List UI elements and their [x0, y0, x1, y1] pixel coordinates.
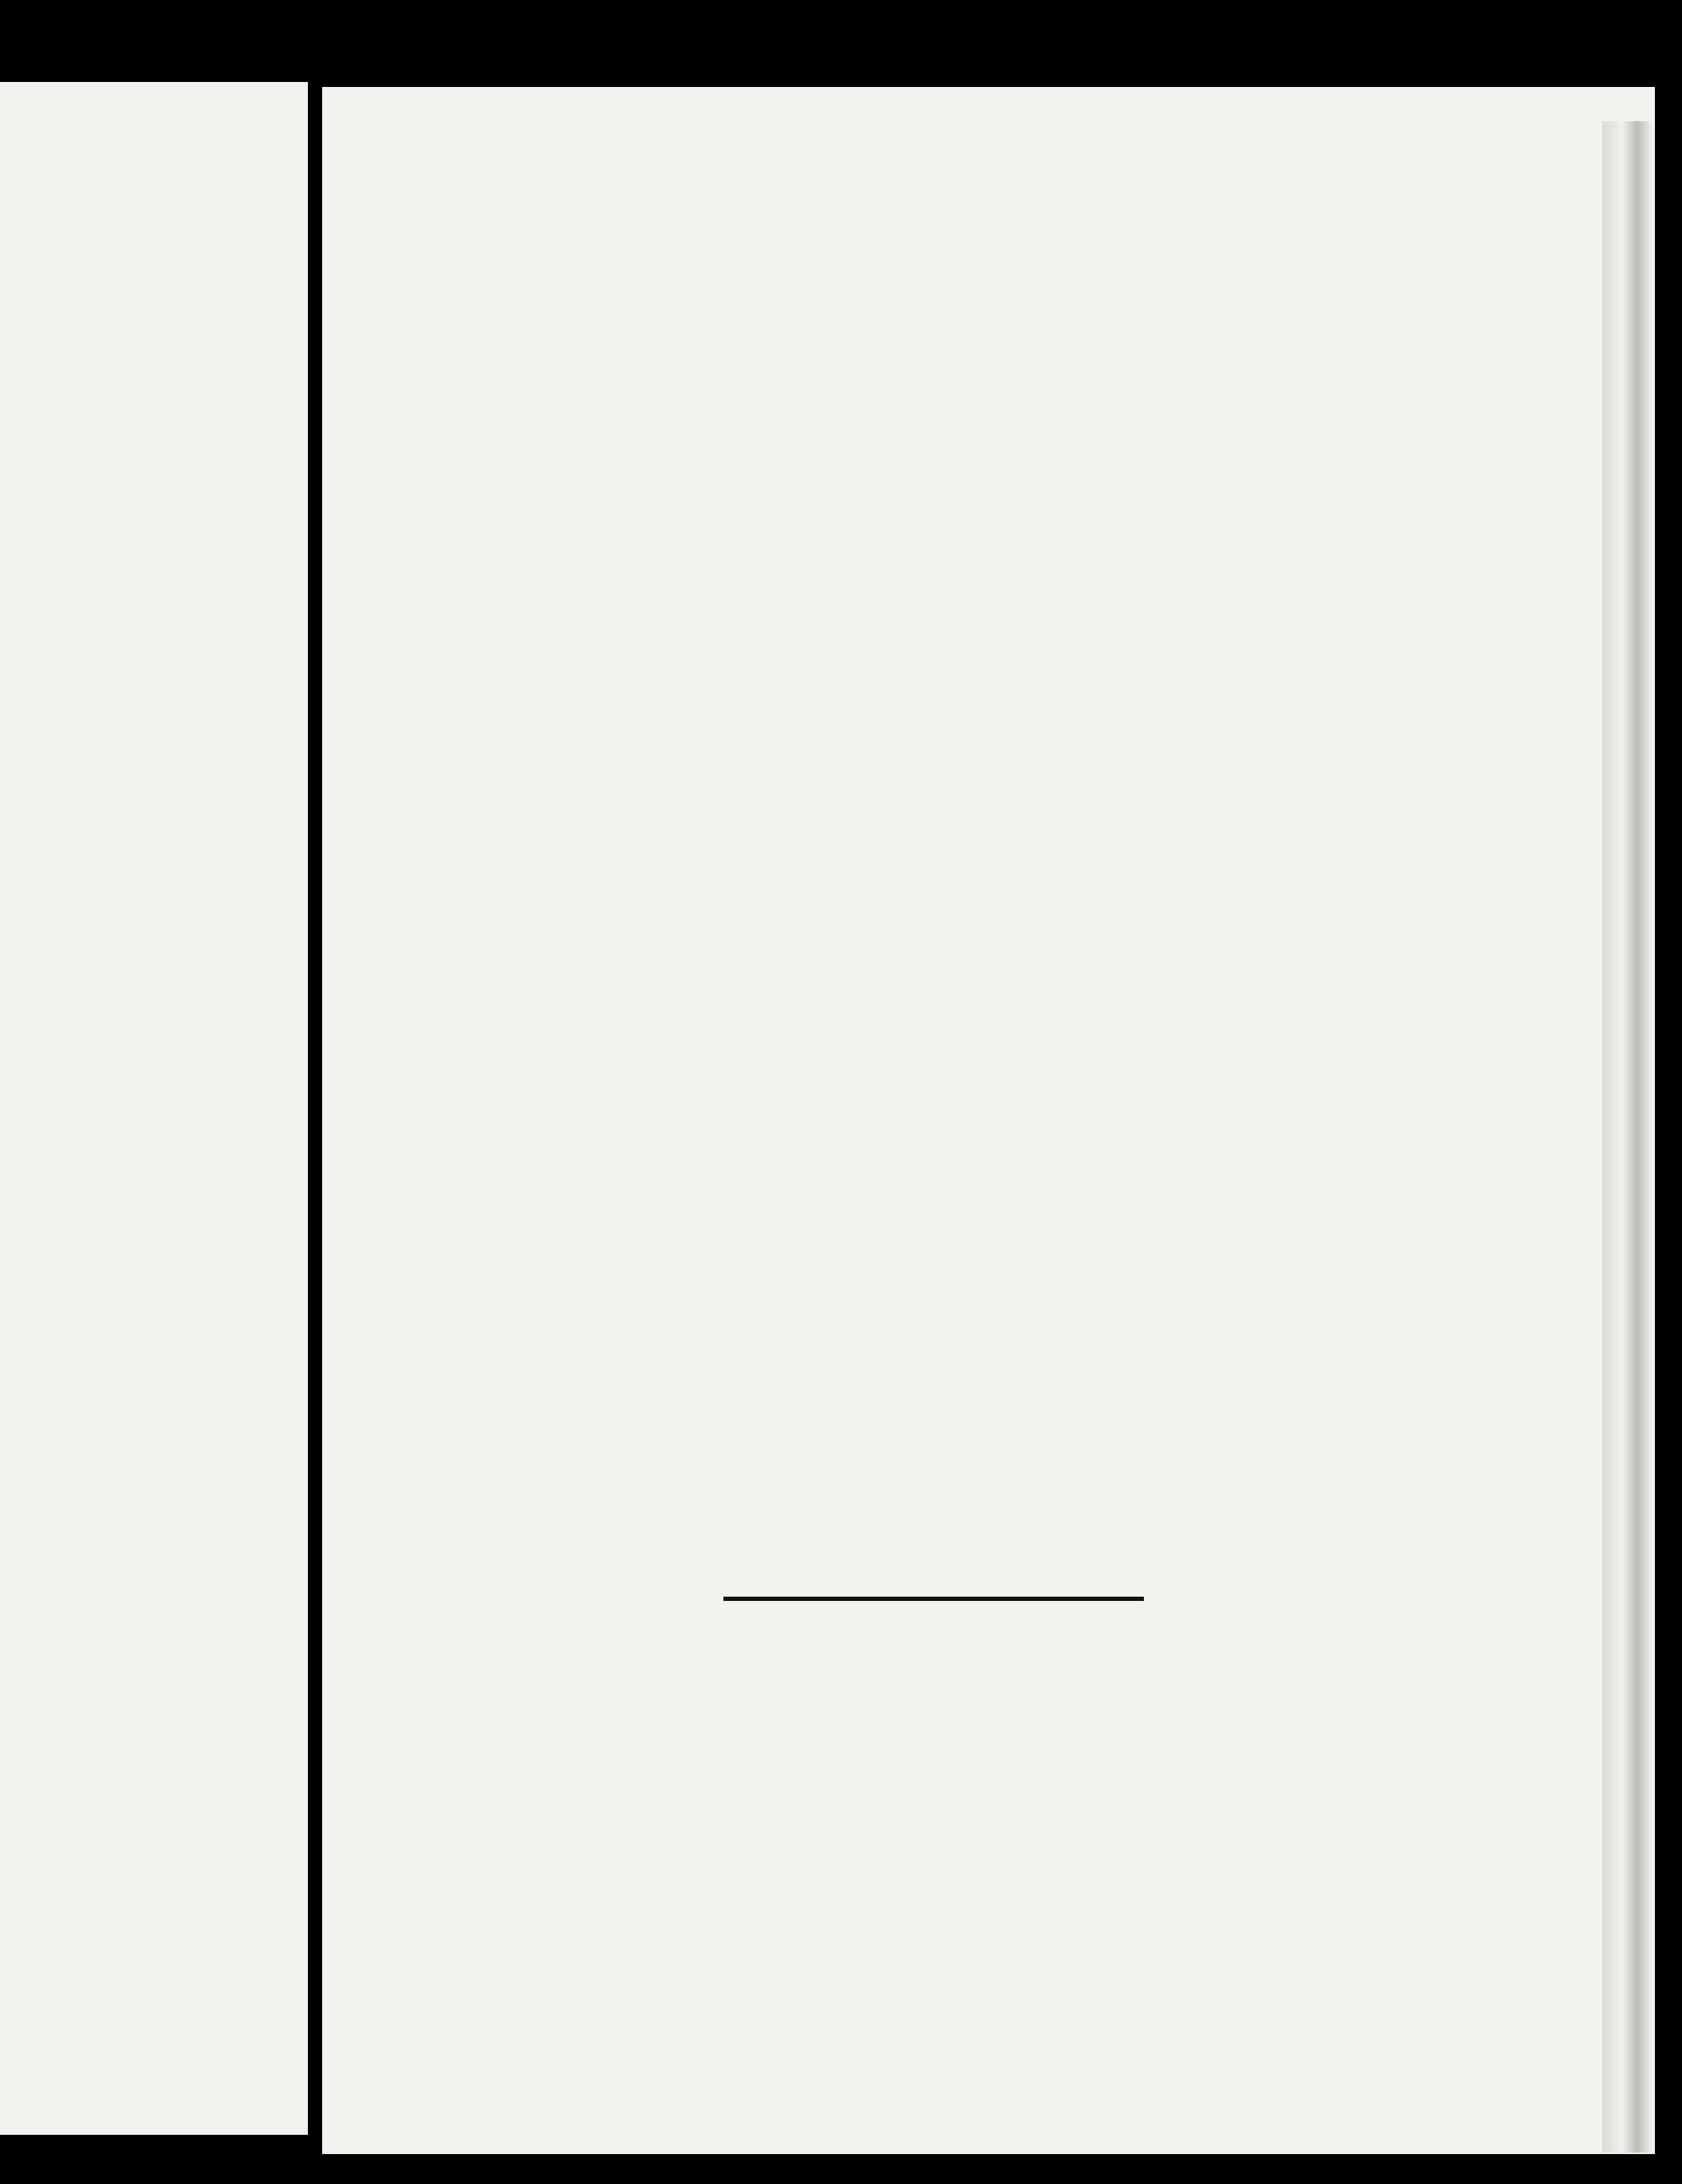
right-page: [322, 87, 1655, 2154]
page-edge: [1602, 121, 1652, 2153]
horizontal-rule: [723, 1597, 1144, 1601]
left-page: [0, 82, 308, 2135]
book-gutter: [308, 82, 322, 2135]
